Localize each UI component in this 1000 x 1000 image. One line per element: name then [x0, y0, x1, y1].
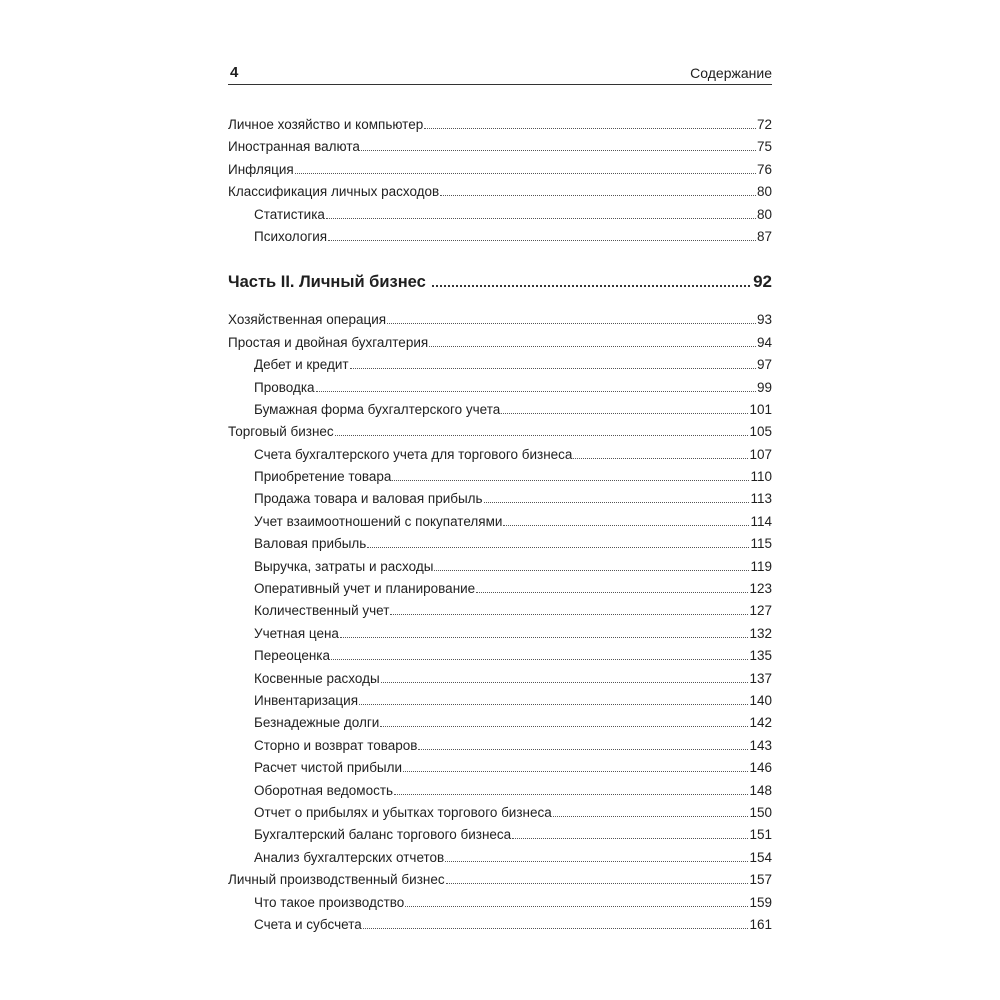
- toc-entry-page-number: 110: [750, 469, 772, 485]
- toc-entry-page-number: 119: [750, 558, 772, 574]
- toc-entry-title: Выручка, затраты и расходы: [254, 558, 434, 574]
- toc-entry-page-number: 135: [749, 648, 772, 664]
- toc-entry-page-number: 72: [756, 117, 772, 132]
- toc-entry[interactable]: [228, 399, 772, 421]
- toc-entry-page-number: 142: [749, 715, 772, 731]
- toc-entry-page-number: 151: [749, 827, 772, 843]
- toc-entry[interactable]: [228, 533, 772, 555]
- toc-entry-title: Бумажная форма бухгалтерского учета: [254, 401, 501, 417]
- toc-entry[interactable]: [228, 488, 772, 510]
- toc-entry-page-number: 101: [749, 401, 772, 417]
- dot-leader: [363, 927, 749, 929]
- toc-entry-page-number: 114: [750, 513, 772, 529]
- toc-entry-page-number: 105: [749, 424, 772, 440]
- toc-entry[interactable]: [228, 824, 772, 846]
- toc-entry-title: Отчет о прибылях и убытках торгового бизнеса: [254, 804, 552, 820]
- dot-leader: [381, 681, 749, 683]
- toc-entry-page-number: 87: [756, 228, 772, 244]
- toc-entry-page-number: 99: [756, 379, 772, 395]
- toc-entry-page-number: 140: [749, 692, 772, 708]
- dot-leader: [446, 882, 749, 884]
- part-title: Часть II. Личный бизнес: [228, 273, 426, 292]
- toc-entry-page-number: 157: [749, 872, 772, 888]
- toc-section-before: [228, 114, 772, 248]
- toc-entry[interactable]: [228, 309, 772, 331]
- dot-leader: [418, 748, 748, 750]
- toc-entry[interactable]: [228, 377, 772, 399]
- toc-entry[interactable]: [228, 332, 772, 354]
- toc-entry[interactable]: [228, 556, 772, 578]
- page-number: 4: [230, 64, 239, 81]
- toc-entry-title: Инфляция: [228, 161, 294, 177]
- toc-entry-title: Анализ бухгалтерских отчетов: [254, 849, 445, 865]
- toc-entry-page-number: 107: [749, 446, 772, 462]
- toc-entry[interactable]: [228, 444, 772, 466]
- dot-leader: [350, 367, 756, 369]
- toc-entry[interactable]: [228, 780, 772, 802]
- dot-leader: [432, 284, 750, 287]
- dot-leader: [512, 837, 748, 839]
- dot-leader: [501, 412, 748, 414]
- toc-entry-title: Хозяйственная операция: [228, 312, 387, 328]
- toc-entry-page-number: 132: [749, 625, 772, 641]
- dot-leader: [392, 479, 749, 481]
- toc-entry-title: Счета бухгалтерского учета для торгового бизнеса: [254, 446, 573, 462]
- toc-entry[interactable]: [228, 578, 772, 600]
- toc-entry[interactable]: [228, 421, 772, 443]
- toc-entry-page-number: 113: [750, 491, 772, 507]
- toc-entry-page-number: 123: [749, 581, 772, 597]
- toc-entry[interactable]: [228, 511, 772, 533]
- toc-entry-page-number: 94: [756, 334, 772, 350]
- toc-entry-page-number: 76: [756, 161, 772, 177]
- dot-leader: [387, 322, 756, 324]
- toc-entry[interactable]: [228, 600, 772, 622]
- toc-entry-title: Учетная цена: [254, 625, 339, 641]
- dot-leader: [331, 658, 748, 660]
- part-heading[interactable]: [228, 267, 772, 297]
- dot-leader: [316, 390, 756, 392]
- dot-leader: [326, 217, 756, 219]
- toc-entry-title: Проводка: [254, 379, 315, 395]
- toc-entry-page-number: 75: [756, 139, 772, 155]
- toc-entry[interactable]: [228, 712, 772, 734]
- dot-leader: [380, 725, 748, 727]
- toc-entry-title: Продажа товара и валовая прибыль: [254, 491, 483, 507]
- dot-leader: [359, 703, 748, 705]
- toc-entry-title: Личное хозяйство и компьютер: [228, 117, 424, 132]
- dot-leader: [484, 501, 750, 503]
- dot-leader: [429, 345, 756, 347]
- dot-leader: [394, 793, 748, 795]
- toc-entry-page-number: 161: [749, 916, 772, 932]
- toc-entry-title: Переоценка: [254, 648, 330, 664]
- dot-leader: [295, 172, 756, 174]
- dot-leader: [390, 613, 748, 615]
- dot-leader: [440, 194, 756, 196]
- toc-entry-title: Учет взаимоотношений с покупателями: [254, 513, 503, 529]
- toc-entry-page-number: 80: [756, 184, 772, 200]
- toc-entry-title: Безнадежные долги: [254, 715, 380, 731]
- toc-entry-title: Расчет чистой прибыли: [254, 760, 403, 776]
- toc-entry-page-number: 93: [756, 312, 772, 328]
- toc-entry-page-number: 146: [749, 760, 772, 776]
- dot-leader: [424, 127, 756, 129]
- part-page-number: 92: [753, 272, 772, 292]
- dot-leader: [476, 591, 748, 593]
- running-head: [228, 62, 772, 85]
- toc-entry[interactable]: [228, 181, 772, 203]
- book-page: [228, 0, 772, 1000]
- toc-entry-title: Личный производственный бизнес: [228, 872, 445, 888]
- toc-entry-title: Сторно и возврат товаров: [254, 737, 418, 753]
- dot-leader: [361, 149, 756, 151]
- dot-leader: [335, 434, 749, 436]
- header-title: Содержание: [690, 65, 772, 81]
- dot-leader: [553, 815, 749, 817]
- toc-entry-title: Психология: [254, 228, 328, 244]
- toc-entry-title: Дебет и кредит: [254, 357, 349, 373]
- toc-entry-title: Бухгалтерский баланс торгового бизнеса: [254, 827, 512, 843]
- toc-entry-title: Статистика: [254, 206, 325, 222]
- dot-leader: [445, 860, 748, 862]
- toc-entry-title: Счета и субсчета: [254, 916, 362, 932]
- dot-leader: [340, 636, 749, 638]
- toc-entry-page-number: 154: [749, 849, 772, 865]
- toc-entry-title: Косвенные расходы: [254, 670, 380, 686]
- toc-entry-title: Классификация личных расходов: [228, 184, 440, 200]
- toc-entry-title: Оперативный учет и планирование: [254, 581, 476, 597]
- toc-entry[interactable]: [228, 847, 772, 869]
- toc-entry-title: Приобретение товара: [254, 469, 392, 485]
- toc-entry[interactable]: [228, 802, 772, 824]
- dot-leader: [405, 905, 748, 907]
- toc-entry-page-number: 115: [750, 536, 772, 552]
- dot-leader: [573, 457, 748, 459]
- toc-entry-page-number: 159: [749, 894, 772, 910]
- toc-entry[interactable]: [228, 204, 772, 226]
- toc-entry-page-number: 97: [756, 357, 772, 373]
- toc-entry[interactable]: [228, 735, 772, 757]
- toc-entry[interactable]: [228, 159, 772, 181]
- toc-entry[interactable]: [228, 226, 772, 248]
- toc-entry-page-number: 143: [749, 737, 772, 753]
- toc-entry-page-number: 127: [749, 603, 772, 619]
- dot-leader: [503, 524, 749, 526]
- dot-leader: [328, 239, 756, 241]
- toc-entry-title: Простая и двойная бухгалтерия: [228, 334, 429, 350]
- toc-entry[interactable]: [228, 466, 772, 488]
- toc-entry-page-number: 80: [756, 206, 772, 222]
- toc-entry-title: Торговый бизнес: [228, 424, 334, 440]
- toc-entry[interactable]: [228, 668, 772, 690]
- toc-entry[interactable]: [228, 136, 772, 158]
- toc-entry[interactable]: [228, 757, 772, 779]
- toc-entry[interactable]: [228, 623, 772, 645]
- dot-leader: [367, 546, 749, 548]
- toc-entry-title: Что такое производство: [254, 894, 405, 910]
- toc-entry[interactable]: [228, 869, 772, 891]
- toc-entry-page-number: 137: [749, 670, 772, 686]
- toc-entry-title: Инвентаризация: [254, 692, 359, 708]
- dot-leader: [403, 770, 748, 772]
- toc-entry[interactable]: [228, 114, 772, 136]
- toc-entry-title: Количественный учет: [254, 603, 390, 619]
- toc-entry[interactable]: [228, 914, 772, 936]
- table-of-contents: [228, 114, 772, 936]
- toc-entry[interactable]: [228, 892, 772, 914]
- dot-leader: [434, 569, 749, 571]
- toc-entry-page-number: 148: [749, 782, 772, 798]
- toc-entry[interactable]: [228, 354, 772, 376]
- toc-entry[interactable]: [228, 645, 772, 667]
- toc-entry-title: Оборотная ведомость: [254, 782, 394, 798]
- toc-entry-title: Иностранная валюта: [228, 139, 360, 155]
- toc-entry[interactable]: [228, 690, 772, 712]
- toc-entry-page-number: 150: [749, 804, 772, 820]
- toc-entry-title: Валовая прибыль: [254, 536, 367, 552]
- toc-section-after: [228, 309, 772, 936]
